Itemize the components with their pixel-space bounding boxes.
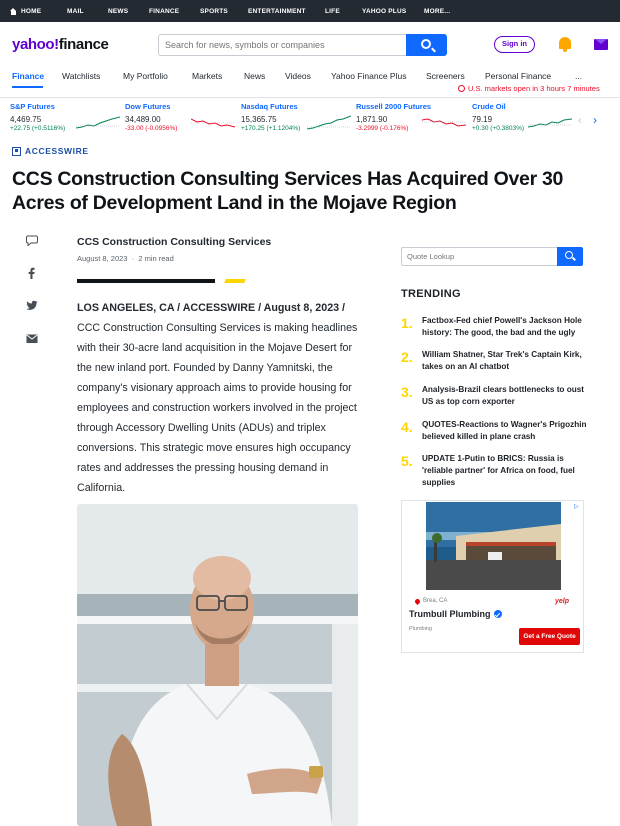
home-icon: [10, 8, 17, 15]
subnav-finance[interactable]: Finance: [12, 71, 45, 81]
search-icon: [565, 251, 573, 259]
ticker-russell-2000-futures[interactable]: Russell 2000 Futures 1,871.90 -3.2999 (-0.176%): [356, 102, 431, 132]
ticker-nasdaq-futures[interactable]: Nasdaq Futures 15,365.75 +170.25 (+1.1204%): [241, 102, 300, 132]
storefront-illustration: [426, 502, 561, 590]
ticker-sp-futures[interactable]: S&P Futures 4,469.75 +22.75 (+0.5116%): [10, 102, 65, 132]
sparkline-chart: [76, 114, 120, 132]
topnav-news[interactable]: NEWS: [108, 7, 129, 15]
subnav-screeners[interactable]: Screeners: [426, 71, 465, 81]
ad-business-name: Trumbull Plumbing: [409, 609, 502, 619]
topnav-home[interactable]: HOME: [10, 0, 67, 22]
active-tab-underline: [12, 86, 43, 88]
verified-badge-icon: [494, 610, 502, 618]
topnav-life[interactable]: LIFE: [325, 7, 340, 15]
article-title: CCS Construction Consulting Services Has Acquired Over 30 Acres of Development Land in the Mojave Region: [12, 168, 564, 214]
subnav-markets[interactable]: Markets: [192, 71, 223, 81]
topnav-mail[interactable]: MAIL: [67, 7, 84, 15]
subnav-yahoo-finance-plus[interactable]: Yahoo Finance Plus: [331, 71, 407, 81]
search-icon: [421, 39, 431, 49]
subnav-watchlists[interactable]: Watchlists: [62, 71, 101, 81]
topnav-more[interactable]: MORE...: [424, 7, 451, 15]
topnav-entertainment[interactable]: ENTERTAINMENT: [248, 7, 306, 15]
ad-choices-icon[interactable]: ▷: [574, 504, 579, 510]
article-body: [77, 298, 359, 498]
yahoo-finance-logo[interactable]: yahoo!finance: [12, 36, 109, 53]
search-input[interactable]: [158, 34, 406, 56]
subnav-more[interactable]: ...: [575, 71, 583, 81]
article-date: August 8, 2023: [77, 254, 128, 263]
article-meta: August 8, 2023 · 2 min read: [77, 254, 174, 263]
sparkline-chart: [307, 114, 351, 132]
advertisement[interactable]: [401, 500, 584, 653]
comment-icon[interactable]: [26, 235, 38, 246]
sparkline-chart: [528, 114, 572, 132]
get-free-quote-button[interactable]: Get a Free Quote: [519, 628, 580, 645]
author-divider-accent: [224, 279, 246, 283]
sparkline-chart: [422, 114, 466, 132]
person-photo-illustration: [77, 504, 358, 826]
bell-icon[interactable]: [558, 37, 572, 52]
quote-lookup-button[interactable]: [557, 247, 583, 266]
ad-category: Plumbing: [409, 626, 432, 632]
ad-location: Brea, CA: [415, 598, 447, 604]
topnav-yahoo-plus[interactable]: YAHOO PLUS: [362, 7, 407, 15]
sparkline-chart: [191, 114, 235, 132]
facebook-icon[interactable]: [26, 267, 36, 280]
subnav-my-portfolio[interactable]: My Portfolio: [123, 71, 168, 81]
sign-in-button[interactable]: Sign in: [494, 36, 535, 53]
top-navigation-bar: [0, 0, 620, 22]
divider: [0, 97, 620, 98]
topnav-sports[interactable]: SPORTS: [200, 7, 228, 15]
article-photo: [77, 504, 358, 826]
subnav-news[interactable]: News: [244, 71, 266, 81]
market-status: U.S. markets open in 3 hours 7 minutes: [458, 84, 600, 93]
read-time: 2 min read: [138, 254, 174, 263]
subnav-personal-finance[interactable]: Personal Finance: [485, 71, 552, 81]
quote-lookup-input[interactable]: [401, 247, 557, 266]
article-paragraph: CCC Construction Consulting Services is making headlines with their 30-acre land acquisition in the Mojave Desert for the new inland port. Founded by Danny Yamnitski, the company's visionary approach aims to provide housing for employees and construction workers involved in the project through Accessory Dwelling Units (ADUs) and triplex conversions. This strategic move ensures high occupancy rates and addresses the pressing housing demand in California.: [77, 322, 358, 494]
clock-icon: [458, 85, 465, 92]
article-dateline: LOS ANGELES, CA / ACCESSWIRE / August 8, 2023 /: [77, 302, 346, 314]
location-pin-icon: [414, 597, 421, 604]
yelp-logo: yelp: [555, 598, 570, 605]
header: [0, 22, 620, 66]
accesswire-logo-icon: [12, 147, 21, 156]
ticker-next-arrow-icon[interactable]: ›: [593, 113, 597, 127]
ticker-dow-futures[interactable]: Dow Futures 34,489.00 -33.00 (-0.0956%): [125, 102, 177, 132]
ad-image: [426, 502, 561, 590]
ticker-prev-arrow-icon[interactable]: ‹: [578, 113, 582, 127]
author-divider: [77, 279, 215, 283]
subnav-videos[interactable]: Videos: [285, 71, 311, 81]
ticker-crude-oil[interactable]: Crude Oil 79.19 +0.30 (+0.3803%): [472, 102, 524, 132]
twitter-icon[interactable]: [26, 300, 38, 311]
topnav-finance[interactable]: FINANCE: [149, 7, 180, 15]
search-button[interactable]: [406, 34, 447, 56]
mail-share-icon[interactable]: [26, 334, 38, 344]
source-logo[interactable]: ACCESSWIRE: [12, 146, 89, 156]
trending-heading: TRENDING: [401, 288, 461, 300]
article-author[interactable]: CCS Construction Consulting Services: [77, 236, 272, 248]
mail-icon[interactable]: [594, 39, 608, 50]
